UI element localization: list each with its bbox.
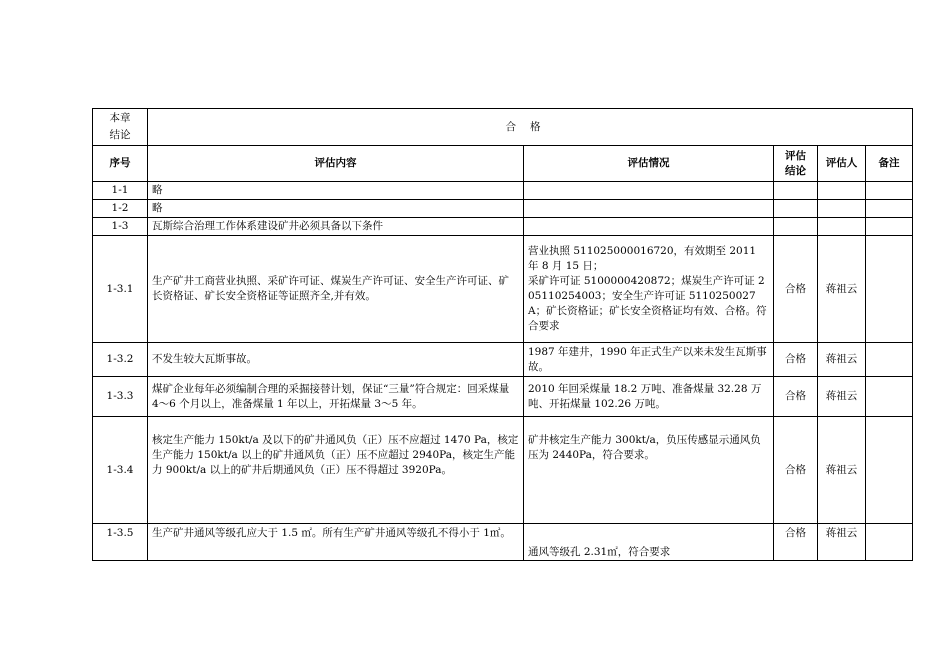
row-assessor	[818, 182, 866, 200]
table-row	[93, 417, 913, 524]
row-seq: 1-1	[93, 182, 148, 200]
row-note	[866, 417, 913, 524]
row-content: 略	[148, 200, 524, 218]
row-content: 略	[148, 182, 524, 200]
table-row	[93, 200, 913, 218]
row-situation: 通风等级孔 2.31㎡，符合要求	[524, 524, 774, 561]
row-result: 合格	[774, 343, 818, 377]
row-result	[774, 218, 818, 236]
row-situation: 1987 年建井，1990 年正式生产以来未发生瓦斯事故。	[524, 343, 774, 377]
row-assessor: 蒋祖云	[818, 377, 866, 417]
row-situation: 矿井核定生产能力 300kt/a，负压传感显示通风负压为 2440Pa，符合要求。	[524, 417, 774, 524]
row-content: 瓦斯综合治理工作体系建设矿井必须具备以下条件	[148, 218, 524, 236]
row-result	[774, 182, 818, 200]
row-result: 合格	[774, 377, 818, 417]
table-row	[93, 218, 913, 236]
row-content: 煤矿企业每年必须编制合理的采掘接替计划，保证“三量”符合规定：回采煤量 4～6 个月以上，准备煤量 1 年以上，开拓煤量 3～5 年。	[148, 377, 524, 417]
row-assessor: 蒋祖云	[818, 343, 866, 377]
assessment-table	[92, 108, 913, 561]
row-seq: 1-3	[93, 218, 148, 236]
header-seq: 序号	[93, 146, 148, 182]
row-result: 合格	[774, 524, 818, 561]
row-note	[866, 343, 913, 377]
row-note	[866, 200, 913, 218]
row-note	[866, 218, 913, 236]
row-note	[866, 182, 913, 200]
row-situation	[524, 218, 774, 236]
header-result: 评估 结论	[774, 146, 818, 182]
row-seq: 1-2	[93, 200, 148, 218]
table-row	[93, 524, 913, 561]
row-situation: 营业执照 511025000016720，有效期至 2011 年 8 月 15 日； 采矿许可证 5100000420872；煤炭生产许可证 205110254003；安全生产许可证 5110250027A；矿长资格证；矿长安全资格证均有效、合格。符合要求	[524, 236, 774, 343]
row-seq: 1-3.3	[93, 377, 148, 417]
row-result: 合格	[774, 236, 818, 343]
row-result	[774, 200, 818, 218]
table-row	[93, 343, 913, 377]
row-assessor: 蒋祖云	[818, 524, 866, 561]
row-assessor: 蒋祖云	[818, 236, 866, 343]
row-seq: 1-3.2	[93, 343, 148, 377]
row-situation	[524, 200, 774, 218]
row-note	[866, 236, 913, 343]
conclusion-value: 合格	[148, 109, 913, 146]
row-assessor: 蒋祖云	[818, 417, 866, 524]
row-content: 核定生产能力 150kt/a 及以下的矿井通风负（正）压不应超过 1470 Pa，核定生产能力 150kt/a 以上的矿井通风负（正）压不应超过 2940Pa，核定生产能力 900kt/a 以上的矿井后期通风负（正）压不得超过 3920Pa。	[148, 417, 524, 524]
header-note: 备注	[866, 146, 913, 182]
row-seq: 1-3.1	[93, 236, 148, 343]
header-content: 评估内容	[148, 146, 524, 182]
row-content: 生产矿井通风等级孔应大于 1.5 ㎡。所有生产矿井通风等级孔不得小于 1㎡。	[148, 524, 524, 561]
table-row	[93, 236, 913, 343]
header-assessor: 评估人	[818, 146, 866, 182]
conclusion-label: 本章 结论	[93, 109, 148, 146]
table-row	[93, 182, 913, 200]
row-seq: 1-3.4	[93, 417, 148, 524]
conclusion-row	[93, 109, 913, 146]
header-row	[93, 146, 913, 182]
row-assessor	[818, 218, 866, 236]
table-row	[93, 377, 913, 417]
row-content: 生产矿井工商营业执照、采矿许可证、煤炭生产许可证、安全生产许可证、矿长资格证、矿长安全资格证等证照齐全,并有效。	[148, 236, 524, 343]
row-result: 合格	[774, 417, 818, 524]
row-note	[866, 377, 913, 417]
row-seq: 1-3.5	[93, 524, 148, 561]
row-situation	[524, 182, 774, 200]
row-content: 不发生较大瓦斯事故。	[148, 343, 524, 377]
row-assessor	[818, 200, 866, 218]
row-situation: 2010 年回采煤量 18.2 万吨、准备煤量 32.28 万吨、开拓煤量 102.26 万吨。	[524, 377, 774, 417]
header-situation: 评估情况	[524, 146, 774, 182]
row-note	[866, 524, 913, 561]
